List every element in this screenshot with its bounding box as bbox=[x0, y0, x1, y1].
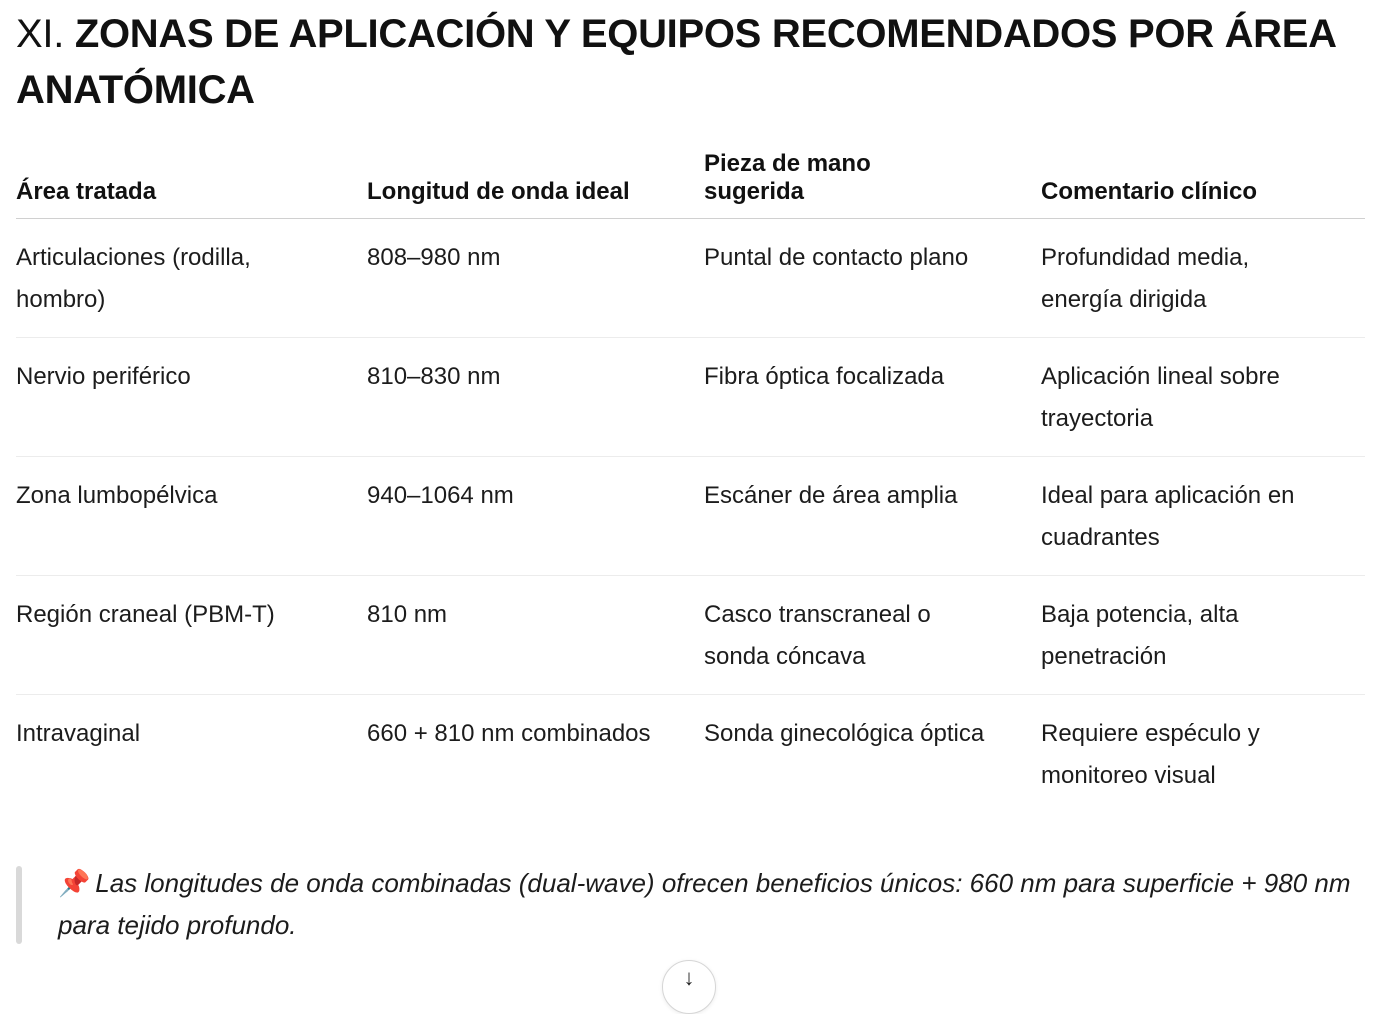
cell-comment: Profundidad media, energía dirigida bbox=[1041, 219, 1365, 338]
section-title: ZONAS DE APLICACIÓN Y EQUIPOS RECOMENDADOS POR ÁREA ANATÓMICA bbox=[16, 12, 1336, 112]
table-row bbox=[16, 576, 1365, 695]
table-row bbox=[16, 457, 1365, 576]
header-area: Área tratada bbox=[16, 146, 367, 219]
section-heading bbox=[16, 6, 1356, 118]
cell-area: Región craneal (PBM-T) bbox=[16, 576, 367, 695]
pushpin-icon: 📌 bbox=[58, 868, 91, 898]
blockquote-note bbox=[16, 862, 1365, 948]
cell-handpiece: Fibra óptica focalizada bbox=[704, 338, 1041, 457]
table-row bbox=[16, 219, 1365, 338]
note-text bbox=[58, 862, 1368, 946]
cell-handpiece: Puntal de contacto plano bbox=[704, 219, 1041, 338]
table-header-row bbox=[16, 146, 1365, 219]
cell-wavelength: 660 + 810 nm combinados bbox=[367, 720, 651, 747]
cell-area: Intravaginal bbox=[16, 720, 141, 747]
table-row bbox=[16, 338, 1365, 457]
note-body: Las longitudes de onda combinadas (dual-wave) ofrecen beneficios únicos: 660 nm para superficie + 980 nm para tejido profundo. bbox=[58, 868, 1351, 940]
scroll-down-button[interactable] bbox=[662, 960, 716, 1014]
blockquote-bar bbox=[16, 866, 22, 944]
cell-wavelength: 808–980 nm bbox=[367, 219, 704, 338]
section-number: XI. bbox=[16, 12, 65, 56]
cell-area: Articulaciones (rodilla, hombro) bbox=[16, 219, 367, 338]
cell-handpiece: Casco transcraneal o sonda cóncava bbox=[704, 576, 1041, 695]
cell-area: Nervio periférico bbox=[16, 338, 367, 457]
application-zones-table bbox=[16, 146, 1365, 813]
header-handpiece: Pieza de mano sugerida bbox=[704, 146, 1041, 219]
table-row bbox=[16, 695, 1365, 814]
cell-comment: Ideal para aplicación en cuadrantes bbox=[1041, 457, 1365, 576]
cell-handpiece: Sonda ginecológica óptica bbox=[704, 720, 985, 747]
cell-wavelength: 810–830 nm bbox=[367, 338, 704, 457]
cell-wavelength: 810 nm bbox=[367, 576, 704, 695]
cell-wavelength: 940–1064 nm bbox=[367, 457, 704, 576]
arrow-down-icon: ↓ bbox=[683, 965, 695, 990]
cell-comment: Aplicación lineal sobre trayectoria bbox=[1041, 338, 1365, 457]
cell-area: Zona lumbopélvica bbox=[16, 457, 367, 576]
header-wavelength: Longitud de onda ideal bbox=[367, 146, 704, 219]
cell-handpiece: Escáner de área amplia bbox=[704, 457, 1041, 576]
header-comment: Comentario clínico bbox=[1041, 146, 1365, 219]
cell-comment: Requiere espéculo y monitoreo visual bbox=[1041, 720, 1260, 789]
cell-comment: Baja potencia, alta penetración bbox=[1041, 576, 1365, 695]
